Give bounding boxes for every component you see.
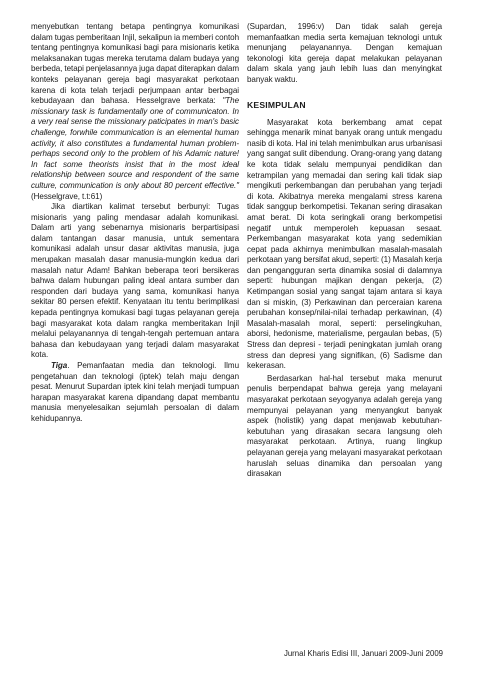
right-column xyxy=(247,22,442,480)
paragraph-urban-society: Masyarakat kota berkembang amat cepat sehingga menarik minat banyak orang untuk mengadu nasib di kota. Hal ini telah menimbulkan arus urbanisasi yang sangat sulit dibendung. Orang-orang yang datang ke kota tidak selalu mempunyai pendidikan dan ketrampilan yang memadai dan sering kali tidak siap mengikuti perkembangan dan perubahan yang terjadi di kota. Akibatnya mereka mengalami stress karena tidak sanggup berkompetisi. Tekanan sering dirasakan amat berat. Di kota seringkali orang berkompetisi negatif untuk memperoleh kepuasan sesaat. Perkembangan masyarakat kota yang sedemikian cepat pada akhirnya menimbulkan masalah-masalah perkotaan yang bersifat akud, seperti: (1) Masalah kerja dan pengangguran serta dinamika sosial di dalamnya seperti: hubungan majikan dengan pekerja, (2) Ketimpangan sosial yang sangat tajam antara si kaya dan si miskin, (3) Perkawinan dan perceraian karena perubahan konsep/nilai-nilai terhadap perkawinan, (4) Masalah-masalah moral, seperti: perselingkuhan, aborsi, hedonisme, materialisme, pergaulan bebas, (5) Stress dan depresi - terjadi peningkatan jumlah orang stress dan depresi yang signifikan, (6) Sadisme dan kekerasan. xyxy=(247,117,442,371)
left-column xyxy=(31,22,239,425)
paragraph-media-technology xyxy=(31,361,239,425)
section-heading-kesimpulan: KESIMPULAN xyxy=(247,99,306,110)
point-label: Tiga xyxy=(51,361,68,370)
paragraph-holistic-ministry: Berdasarkan hal-hal tersebut maka menurut penulis berpendapat bahwa gereja yang melayani masyarakat perkotaan seyogyanya adalah gereja yang mempunyai pelayanan yang menyangkut banyak aspek (holistik) yang dapat menjawab kebutuhan-kebutuhan yang dirasakan secara langsung oleh masyarakat perkotaan. Artinya, ruang lingkup pelayanan gereja yang melayani masyarakat perkotaan haruslah seluas dinamika dan persoalan yang dirasakan xyxy=(247,373,442,479)
paragraph-translation: Jika diartikan kalimat tersebut berbunyi: Tugas misionaris yang paling mendasar adalah komunikasi. Dalam arti yang sebenarnya misionaris berpartisipasi dalam tantangan dasar manusia, untuk sementara komunikasi adalah unsur dasar aktivitas manusia, juga merupakan masalah dasar manusia-mungkin kedua dari masalah natur Adam! Bahkan beberapa teori bersikeras bahwa dalam hubungan paling ideal antara sumber dan responden dari budaya yang sama, komunikasi hanya sekitar 80 persen efektif. Kenyataan itu tentu berimplikasi kepada pentingnya komukasi bagi tugas pelayanan gereja bagi masyarakat kota dalam rangka memberitakan Injil melalui pelayanannya di tengah-tengah pertemuan antara bahasa dan kebudayaan yang terjadi dalam masyarakat kota. xyxy=(31,202,239,360)
paragraph-text: menyebutkan tentang betapa pentingnya komunikasi dalam tugas pemberitaan Injil, sekalipun ia memberi contoh tentang pentingnya komunikasi bagi para misionaris ketika melaksanakan tugas mereka terutama dalam budaya yang berbeda, tetapi penjelasannya juga dapat diterapkan dalam konteks pelayanan gereja bagi masyarakat perkotaan karena di kota telah terjadi perjumpaan antar berbagai kebudayaan dan bahasa. Hesselgrave berkata: xyxy=(31,22,239,106)
quote-citation: (Hesselgrave, t.t:61) xyxy=(31,191,103,201)
paragraph-text: . Pemanfaatan media dan teknologi. Ilmu pengetahuan dan teknologi (iptek) telah maju dengan pesat. Menurut Supardan iptek kini telah menjadi tumpuan harapan masyarakat karena dipandang dapat membantu manusia menyelesaikan sejumlah persoalan di dalam kehidupannya. xyxy=(31,361,239,423)
paragraph-supardan: (Supardan, 1996:v) Dan tidak salah gereja memanfaatkan media serta kemajuan teknologi untuk menunjang pelayanannya. Dengan kemajuan tekonologi kita gereja dapat melakukan pelayanan dalam skala yang jauh lebih luas dan menyingkat banyak waktu. xyxy=(247,22,442,84)
hesselgrave-quote: "The missionary task is fundamentally one of communicaton. In a very real sense the missionary paticipates in man's basic challenge, forwhile communication is an elemental human activity, it also constitutes a fundamental human problem-perhaps second only to the problem of his Adamic nature! In fact some theorists insist that in the most ideal relationship between source and respondent of the same culture, communication is only about 80 percent effective." xyxy=(31,96,239,190)
journal-footer: Jurnal Kharis Edisi III, Januari 2009-Juni 2009 xyxy=(283,649,443,658)
paragraph-communication xyxy=(31,22,239,202)
